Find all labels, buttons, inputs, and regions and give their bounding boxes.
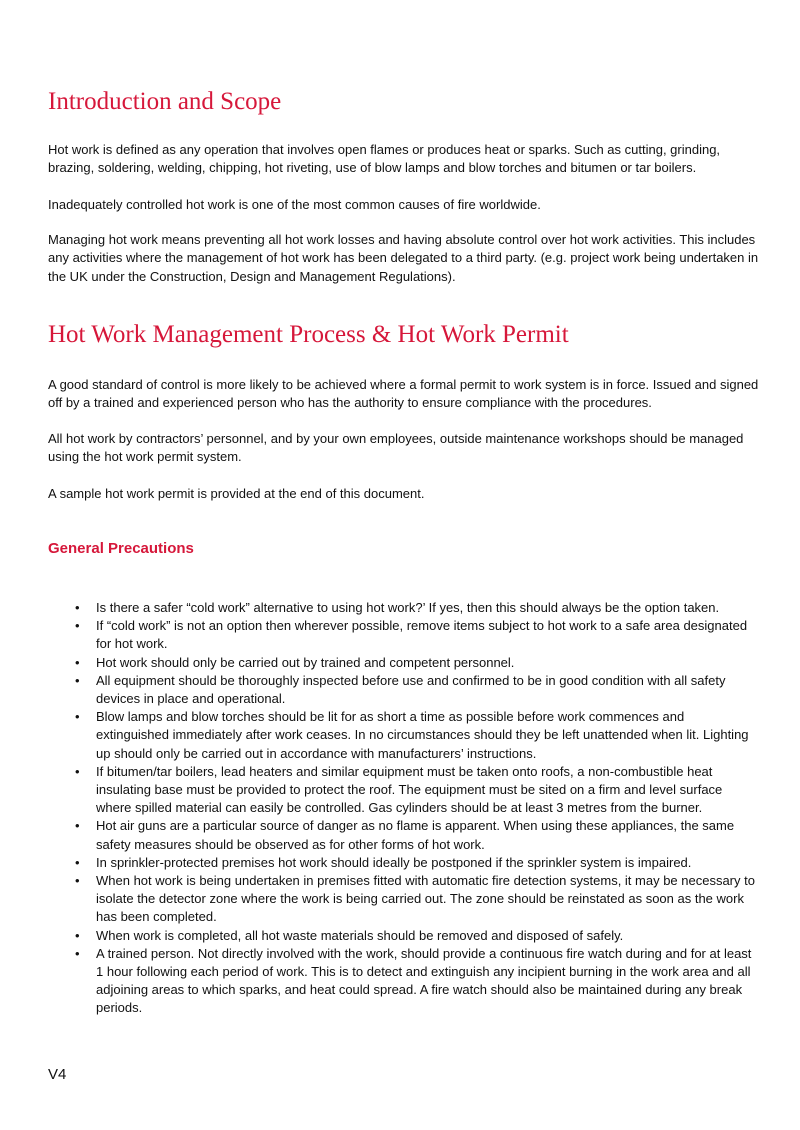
list-item-text: All equipment should be thoroughly inspected before use and confirmed to be in good condition with all safety devices in place and operational. (96, 672, 726, 707)
bullet-icon: • (75, 672, 80, 688)
list-item (48, 854, 760, 872)
bullet-icon: • (75, 763, 80, 779)
bullet-icon: • (75, 854, 80, 870)
list-item (48, 817, 760, 853)
bullet-icon: • (75, 945, 80, 961)
management-paragraph-1: A good standard of control is more likely to be achieved where a formal permit to work system is in force. Issued and signed off by a trained and experienced person who has the authority to ensure compliance with the procedures. (48, 377, 759, 411)
intro-heading: Introduction and Scope (48, 88, 282, 115)
list-item (48, 617, 760, 653)
bullet-icon: • (75, 873, 80, 889)
list-item (48, 763, 760, 818)
list-item-text: If bitumen/tar boilers, lead heaters and similar equipment must be taken onto roofs, a non-combustible heat insulating base must be provided to protect the roof. The equipment must be sited on a firm and level surface where spilled material can easily be controlled. Gas cylinders should be at least 3 metres from the burner. (96, 763, 723, 816)
bullet-icon: • (75, 618, 80, 634)
list-item-text: If “cold work” is not an option then wherever possible, remove items subject to hot work to a safe area designated for hot work. (96, 618, 748, 652)
bullet-icon: • (75, 654, 80, 670)
list-item (48, 708, 760, 763)
management-paragraph-2: All hot work by contractors’ personnel, and by your own employees, outside maintenance workshops should be managed using the hot work permit system. (48, 431, 744, 465)
management-heading: Hot Work Management Process & Hot Work Permit (48, 321, 569, 348)
list-item-text: In sprinkler-protected premises hot work should ideally be postponed if the sprinkler system is impaired. (96, 854, 692, 870)
list-item-text: Hot air guns are a particular source of danger as no flame is apparent. When using these appliances, the same safety measures should be observed as for other forms of hot work. (96, 818, 735, 852)
bullet-icon: • (75, 709, 80, 725)
list-item (48, 927, 760, 945)
precautions-heading: General Precautions (48, 540, 194, 557)
list-item (48, 872, 760, 927)
list-item (48, 599, 760, 617)
precautions-list (48, 599, 760, 1018)
intro-paragraph-2: Inadequately controlled hot work is one of the most common causes of fire worldwide. (48, 197, 541, 212)
intro-paragraph-1: Hot work is defined as any operation that involves open flames or produces heat or sparks. Such as cutting, grinding, brazing, soldering, welding, chipping, hot riveting, use of blow lamps and blow torches and bitumen or tar boilers. (48, 142, 721, 176)
bullet-icon: • (75, 927, 80, 943)
list-item-text: Hot work should only be carried out by trained and competent personnel. (96, 654, 515, 670)
intro-paragraph-3: Managing hot work means preventing all hot work losses and having absolute control over hot work activities. This includes any activities where the management of hot work has been delegated to a third party. (e.g. project work being undertaken in the UK under the Construction, Design and Management Regulations). (48, 232, 759, 284)
version-label: V4 (48, 1066, 67, 1083)
list-item-text: Blow lamps and blow torches should be lit for as short a time as possible before work commences and extinguished immediately after work ceases. In no circumstances should they be left unattended when lit. Lighting up should only be carried out in accordance with manufacturers’ instructions. (96, 709, 749, 761)
list-item (48, 654, 760, 672)
list-item (48, 672, 760, 708)
bullet-icon: • (75, 818, 80, 834)
list-item (48, 945, 760, 1018)
list-item-text: When work is completed, all hot waste materials should be removed and disposed of safely. (96, 927, 624, 943)
list-item-text: A trained person. Not directly involved with the work, should provide a continuous fire watch during and for at least 1 hour following each period of work. This is to detect and extinguish any incipient burning in the work area and all adjoining areas to which sparks, and heat could spread. A fire watch should also be maintained during any break periods. (96, 945, 752, 1016)
bullet-icon: • (75, 600, 80, 615)
list-item-text: Is there a safer “cold work” alternative to using hot work?’ If yes, then this should always be the option taken. (96, 600, 720, 615)
management-paragraph-3: A sample hot work permit is provided at the end of this document. (48, 486, 425, 501)
list-item-text: When hot work is being undertaken in premises fitted with automatic fire detection systems, it may be necessary to isolate the detector zone where the work is being carried out. The zone should be reinstated as soon as the work has been completed. (96, 873, 755, 925)
